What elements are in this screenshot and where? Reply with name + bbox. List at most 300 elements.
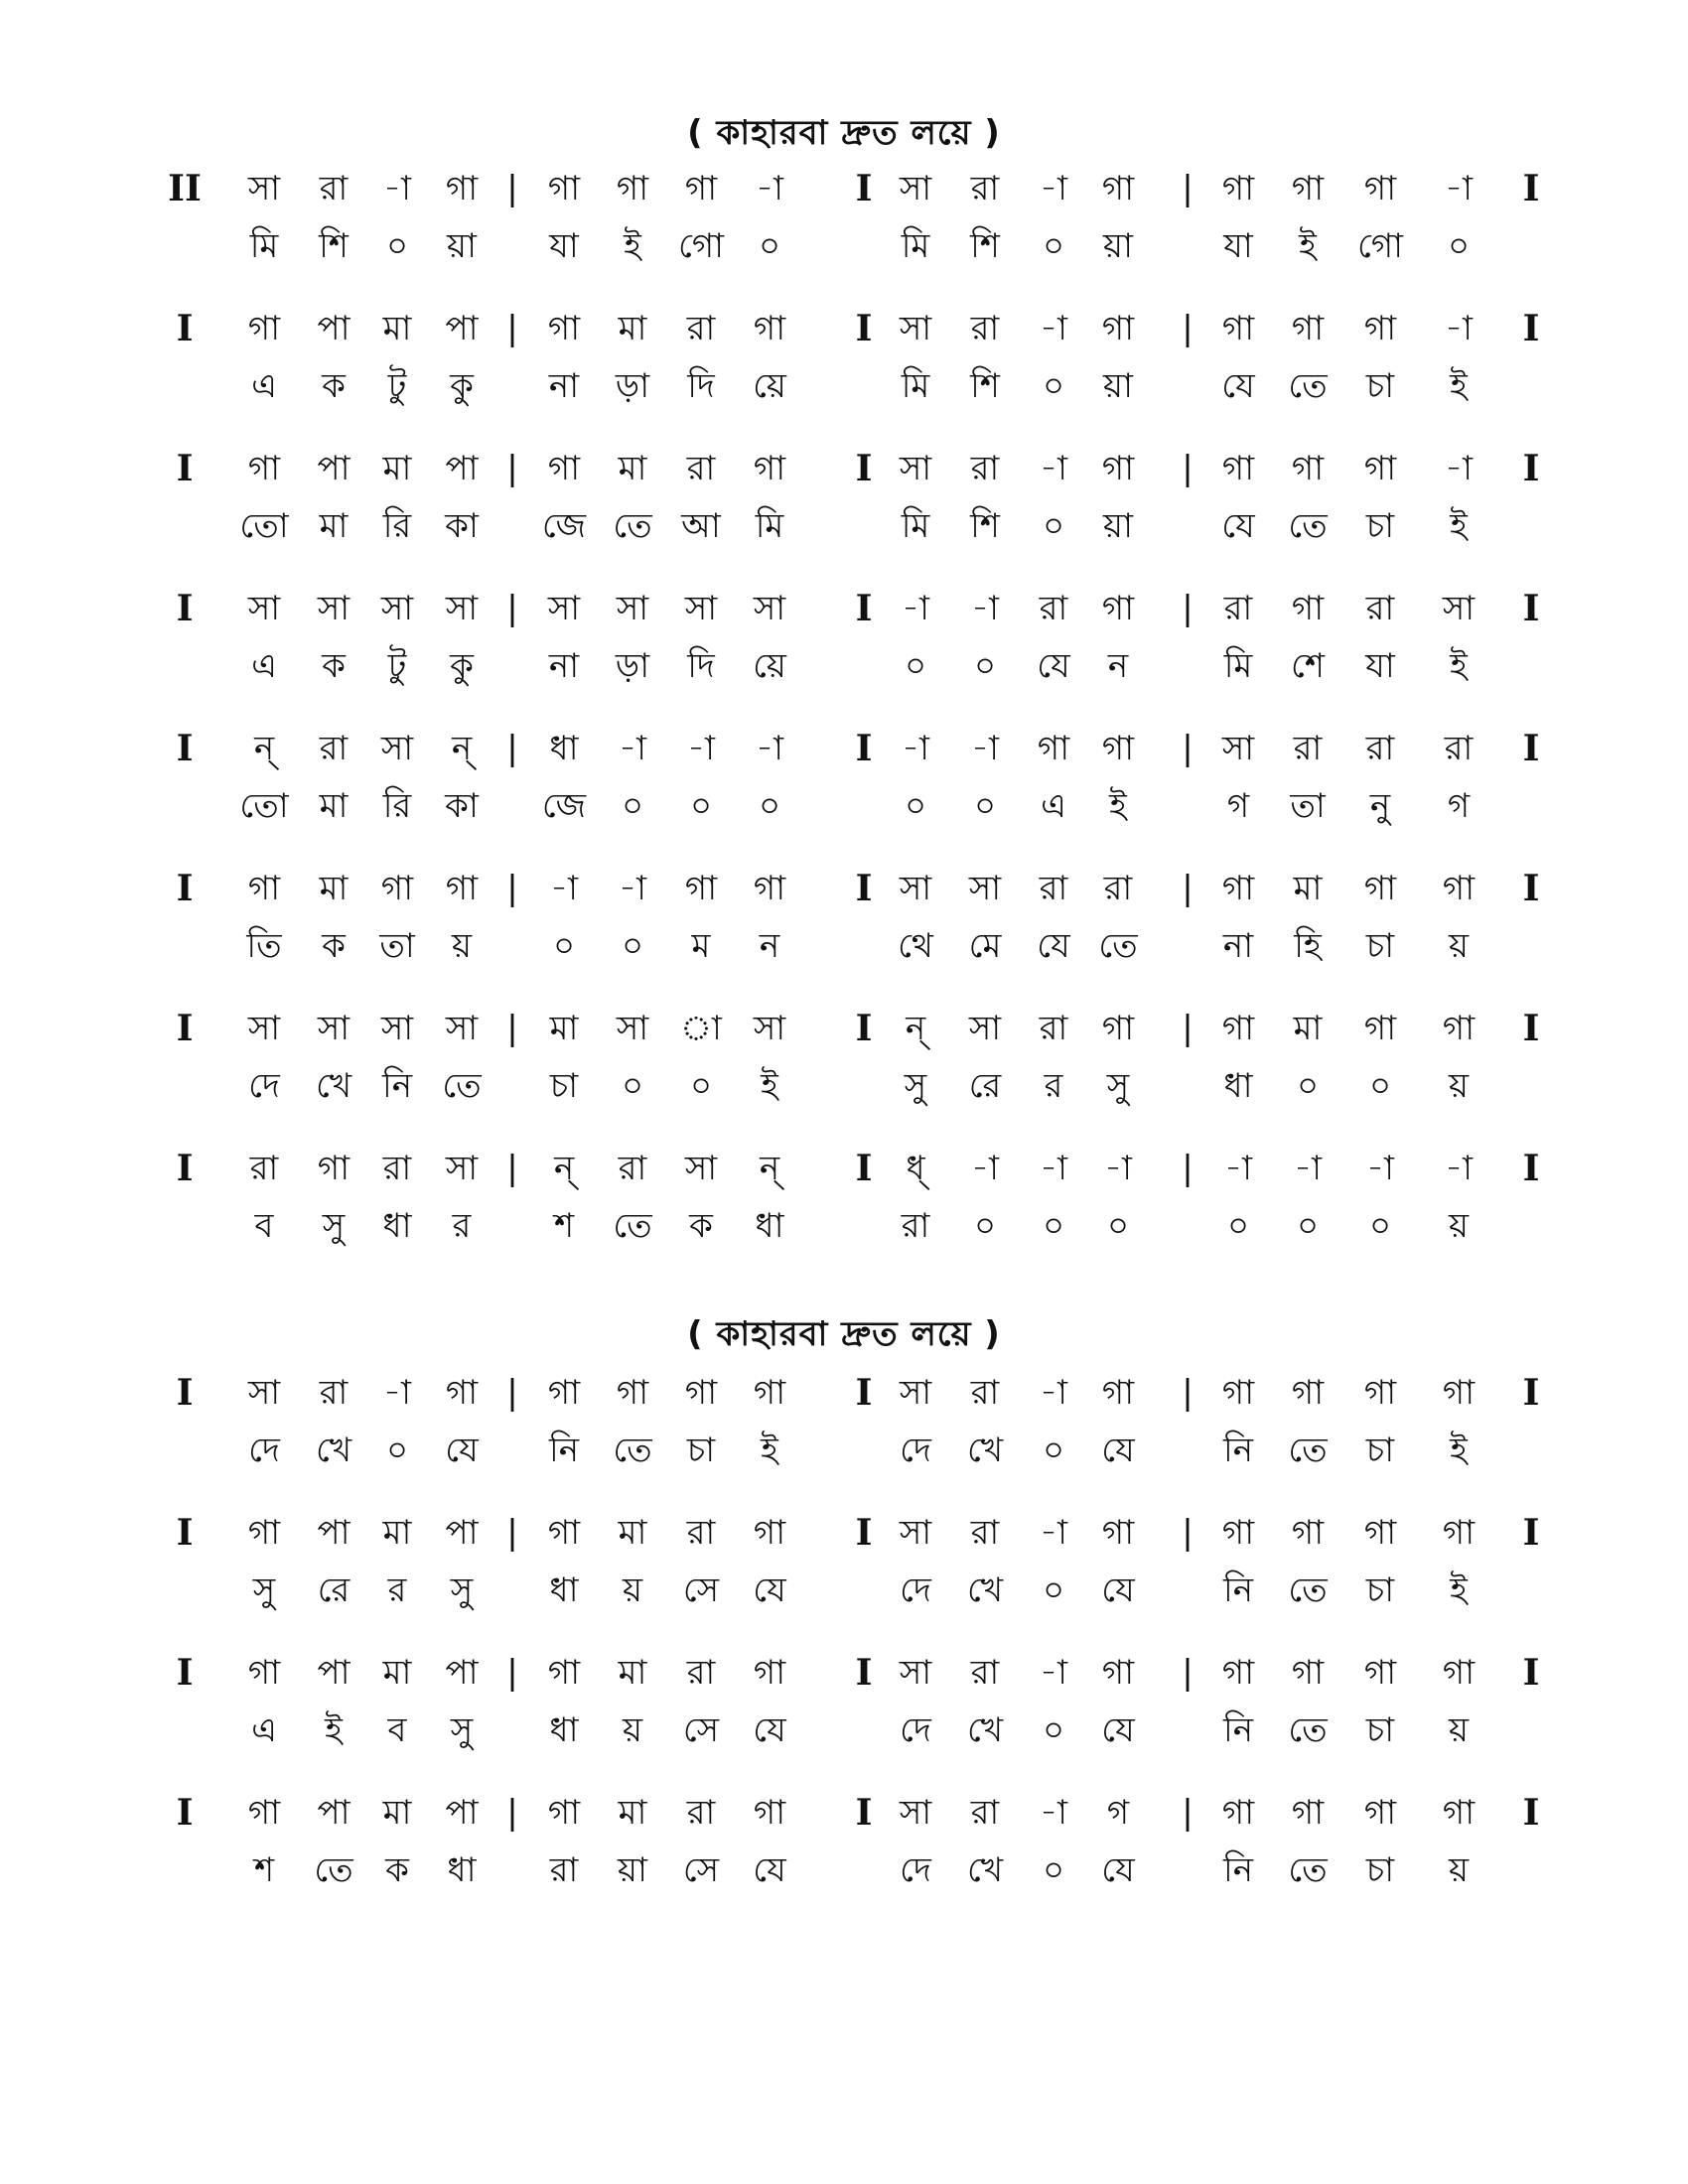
end-bar: I — [1522, 868, 1540, 909]
swara-note: গা — [247, 869, 281, 908]
swara-note: গা — [1101, 729, 1135, 768]
swara-row — [0, 589, 1688, 628]
swara-note: পা — [445, 449, 479, 488]
swara-note: গা — [1363, 1793, 1397, 1833]
lyric-syllable: আ — [681, 506, 721, 546]
lyric-row — [0, 366, 1688, 406]
swara-note: গা — [616, 169, 649, 208]
lyric-syllable: রা — [549, 1850, 579, 1890]
end-bar: I — [1522, 308, 1540, 349]
lyric-row — [0, 1431, 1688, 1470]
swara-note: রা — [1039, 1009, 1068, 1048]
swara-note: -া — [1040, 449, 1067, 488]
swara-note: গা — [1101, 1653, 1135, 1693]
swara-note: গা — [753, 1513, 786, 1553]
swara-note: -া — [1040, 1373, 1067, 1413]
lyric-syllable: ০ — [1042, 1431, 1065, 1470]
lyric-syllable: যে — [753, 1570, 786, 1610]
lyric-syllable: যে — [1101, 1431, 1135, 1470]
lyric-syllable: ন — [1107, 646, 1129, 686]
swara-note: গা — [1101, 589, 1135, 628]
swara-note: সা — [899, 1373, 932, 1413]
lyric-syllable: য়ে — [753, 366, 786, 406]
lyric-syllable: তা — [1290, 786, 1326, 826]
end-bar: I — [1522, 588, 1540, 629]
lyric-syllable: য় — [1448, 1850, 1470, 1890]
lyric-syllable: ০ — [385, 1431, 409, 1470]
lyric-syllable: ০ — [385, 226, 409, 266]
swara-note: গা — [247, 449, 281, 488]
swara-row — [0, 1373, 1688, 1413]
lyric-syllable: ০ — [1042, 1206, 1065, 1246]
half-bar: | — [1182, 1009, 1194, 1048]
swara-note: গা — [1101, 169, 1135, 208]
swara-note: রা — [970, 449, 1000, 488]
lyric-syllable: মি — [249, 226, 279, 266]
swara-note: গ — [1106, 1793, 1130, 1833]
swara-note: সা — [317, 1009, 351, 1048]
lyric-syllable: তে — [1288, 1431, 1328, 1470]
swara-note: -া — [1445, 169, 1473, 208]
swara-note: সা — [445, 1009, 479, 1048]
swara-note: -া — [1040, 1653, 1067, 1693]
swara-note: সা — [684, 1149, 718, 1188]
lyric-syllable: মি — [1223, 646, 1253, 686]
swara-note: সা — [1442, 589, 1476, 628]
swara-note: গা — [1221, 169, 1255, 208]
lyric-syllable: যে — [753, 1710, 786, 1750]
lyric-syllable: ধা — [755, 1206, 784, 1246]
swara-note: রা — [319, 729, 349, 768]
lyric-syllable: র — [387, 1570, 407, 1610]
swara-note: রা — [319, 169, 349, 208]
lyric-syllable: ই — [325, 1710, 343, 1750]
swara-note: সা — [445, 1149, 479, 1188]
half-bar: | — [1182, 1373, 1194, 1413]
swara-note: গা — [1363, 1653, 1397, 1693]
lyric-syllable: শ — [253, 1850, 275, 1890]
swara-note: গা — [1101, 1373, 1135, 1413]
swara-note: সা — [899, 1793, 932, 1833]
lyric-syllable: দে — [900, 1710, 931, 1750]
swara-note: -া — [1104, 1149, 1132, 1188]
lyric-syllable: র — [1044, 1066, 1063, 1106]
lyric-syllable: তে — [1288, 506, 1328, 546]
swara-note: গা — [1363, 169, 1397, 208]
lyric-syllable: সু — [322, 1206, 346, 1246]
swara-note: সা — [616, 589, 649, 628]
swara-note: গা — [1363, 869, 1397, 908]
swara-note: গা — [445, 1373, 479, 1413]
lyric-syllable: ই — [1450, 1570, 1468, 1610]
swara-note: া — [680, 1009, 722, 1048]
opening-bar: I — [176, 308, 194, 349]
swara-note: রা — [1223, 589, 1253, 628]
lyric-syllable: চা — [1365, 366, 1395, 406]
opening-bar: I — [176, 448, 194, 489]
swara-note: -া — [971, 1149, 999, 1188]
swara-note: রা — [1365, 729, 1395, 768]
swara-note: গা — [1101, 309, 1135, 348]
swara-note: গা — [1101, 1513, 1135, 1553]
lyric-syllable: যে — [1037, 646, 1070, 686]
lyric-syllable: ০ — [1106, 1206, 1130, 1246]
lyric-syllable: ০ — [1042, 366, 1065, 406]
swara-note: পা — [445, 1653, 479, 1693]
lyric-syllable: ০ — [1042, 226, 1065, 266]
swara-note: -া — [383, 169, 411, 208]
end-bar: I — [1522, 1148, 1540, 1189]
opening-bar: I — [176, 588, 194, 629]
lyric-row — [0, 1570, 1688, 1610]
lyric-syllable: খে — [315, 1431, 352, 1470]
swara-note: -া — [687, 729, 715, 768]
swara-note: মা — [618, 1793, 647, 1833]
lyric-syllable: ০ — [1042, 1570, 1065, 1610]
lyric-syllable: চা — [1365, 506, 1395, 546]
half-bar: | — [506, 169, 518, 208]
swara-note: সা — [684, 589, 718, 628]
swara-note: গা — [684, 1373, 718, 1413]
swara-note: রা — [970, 309, 1000, 348]
lyric-syllable: ধা — [1223, 1066, 1253, 1106]
lyric-syllable: নি — [1222, 1850, 1254, 1890]
lyric-syllable: কু — [450, 646, 474, 686]
opening-bar: I — [176, 728, 194, 769]
swara-note: সা — [247, 169, 281, 208]
lyric-syllable: রি — [382, 786, 412, 826]
lyric-syllable: ০ — [1368, 1206, 1392, 1246]
lyric-syllable: ০ — [621, 786, 644, 826]
lyric-syllable: চা — [549, 1066, 579, 1106]
lyric-syllable: ০ — [973, 646, 997, 686]
lyric-syllable: টু — [387, 646, 407, 686]
opening-bar: I — [176, 1008, 194, 1049]
swara-note: মা — [382, 1653, 412, 1693]
lyric-row — [0, 226, 1688, 266]
full-bar: I — [855, 868, 873, 909]
swara-note: সা — [616, 1009, 649, 1048]
full-bar: I — [855, 1652, 873, 1694]
swara-note: রা — [686, 449, 716, 488]
lyric-syllable: সু — [252, 1570, 276, 1610]
lyric-syllable: ই — [624, 226, 641, 266]
lyric-syllable: রে — [317, 1570, 351, 1610]
swara-note: গা — [1442, 1373, 1476, 1413]
swara-note: সা — [445, 589, 479, 628]
lyric-syllable: ০ — [1042, 506, 1065, 546]
swara-note: গা — [1442, 1513, 1476, 1553]
full-bar: I — [855, 1372, 873, 1414]
lyric-syllable: যে — [445, 1431, 479, 1470]
half-bar: | — [506, 869, 518, 908]
swara-note: সা — [899, 309, 932, 348]
swara-note: রা — [319, 1373, 349, 1413]
lyric-syllable: দে — [900, 1431, 931, 1470]
lyric-syllable: ০ — [1447, 226, 1471, 266]
swara-note: রা — [1293, 729, 1323, 768]
half-bar: | — [506, 1149, 518, 1188]
swara-note: সা — [247, 589, 281, 628]
swara-note: গা — [547, 1793, 581, 1833]
swara-note: গা — [547, 449, 581, 488]
swara-note: গা — [753, 449, 786, 488]
lyric-syllable: ক — [322, 646, 346, 686]
swara-note: -া — [619, 729, 646, 768]
lyric-syllable: শে — [1291, 646, 1325, 686]
lyric-syllable: যে — [1101, 1570, 1135, 1610]
swara-row — [0, 1513, 1688, 1553]
lyric-syllable: ০ — [1296, 1066, 1320, 1106]
swara-note: গা — [753, 869, 786, 908]
lyric-syllable: যে — [1101, 1850, 1135, 1890]
end-bar: I — [1522, 1512, 1540, 1554]
opening-bar: I — [176, 1512, 194, 1554]
lyric-row — [0, 1850, 1688, 1890]
swara-note: গা — [1291, 1373, 1325, 1413]
swara-note: গা — [1291, 589, 1325, 628]
lyric-syllable: তে — [613, 1431, 652, 1470]
swara-note: গা — [380, 869, 414, 908]
lyric-syllable: ০ — [1368, 1066, 1392, 1106]
lyric-syllable: ন — [759, 926, 780, 966]
lyric-syllable: কু — [450, 366, 474, 406]
end-bar: I — [1522, 168, 1540, 209]
lyric-syllable: ড়া — [615, 646, 650, 686]
lyric-syllable: যা — [1223, 226, 1253, 266]
swara-note: -া — [902, 729, 929, 768]
lyric-syllable: তে — [613, 506, 652, 546]
lyric-syllable: য় — [622, 1710, 643, 1750]
swara-note: -া — [383, 1373, 411, 1413]
lyric-syllable: চা — [1365, 926, 1395, 966]
swara-note: সা — [1221, 729, 1255, 768]
lyric-syllable: গো — [678, 226, 724, 266]
swara-note: গা — [1291, 449, 1325, 488]
swara-note: মা — [382, 1513, 412, 1553]
lyric-syllable: যে — [1221, 506, 1255, 546]
end-bar: I — [1522, 1652, 1540, 1694]
opening-bar: II — [168, 168, 202, 209]
lyric-syllable: যে — [1221, 366, 1255, 406]
lyric-syllable: য়া — [618, 1850, 647, 1890]
swara-note: গা — [1221, 1373, 1255, 1413]
swara-note: রা — [1365, 589, 1395, 628]
lyric-syllable: তে — [1098, 926, 1138, 966]
lyric-syllable: খে — [966, 1431, 1004, 1470]
lyric-syllable: টু — [387, 366, 407, 406]
swara-note: সা — [317, 589, 351, 628]
swara-note: গা — [753, 309, 786, 348]
swara-note: পা — [317, 1793, 351, 1833]
lyric-syllable: ম — [691, 926, 711, 966]
swara-note: রা — [1039, 869, 1068, 908]
end-bar: I — [1522, 728, 1540, 769]
lyric-syllable: না — [548, 646, 580, 686]
swara-note: গা — [1037, 729, 1070, 768]
lyric-syllable: ০ — [758, 226, 781, 266]
section-2-title: ( কাহারবা দ্রুত লয়ে ) — [687, 1314, 1001, 1354]
swara-row — [0, 309, 1688, 348]
swara-note: -া — [1040, 309, 1067, 348]
swara-note: -া — [1445, 449, 1473, 488]
swara-note: রা — [382, 1149, 412, 1188]
lyric-syllable: য় — [1448, 1066, 1470, 1106]
lyric-syllable: ই — [1299, 226, 1317, 266]
swara-note: সা — [899, 1653, 932, 1693]
swara-note: গা — [1442, 869, 1476, 908]
swara-note: -া — [756, 169, 783, 208]
lyric-syllable: না — [1222, 926, 1254, 966]
half-bar: | — [506, 589, 518, 628]
swara-note: পা — [317, 449, 351, 488]
lyric-syllable: জে — [541, 786, 587, 826]
lyric-row — [0, 646, 1688, 686]
lyric-syllable: ০ — [689, 786, 713, 826]
full-bar: I — [855, 588, 873, 629]
swara-note: মা — [382, 1793, 412, 1833]
lyric-syllable: গ — [1447, 786, 1471, 826]
half-bar: | — [1182, 1653, 1194, 1693]
half-bar: | — [506, 1373, 518, 1413]
half-bar: | — [1182, 1149, 1194, 1188]
lyric-syllable: সে — [682, 1710, 720, 1750]
end-bar: I — [1522, 1792, 1540, 1834]
swara-note: মা — [618, 1653, 647, 1693]
swara-note: রা — [970, 1793, 1000, 1833]
lyric-syllable: ধা — [549, 1570, 579, 1610]
lyric-syllable: সু — [1106, 1066, 1130, 1106]
lyric-syllable: খে — [315, 1066, 352, 1106]
lyric-syllable: ক — [322, 366, 346, 406]
swara-row — [0, 449, 1688, 488]
lyric-syllable: থে — [898, 926, 933, 966]
lyric-syllable: নি — [548, 1431, 580, 1470]
swara-note: গা — [1363, 1373, 1397, 1413]
lyric-syllable: খে — [966, 1570, 1004, 1610]
section-1-title: ( কাহারবা দ্রুত লয়ে ) — [687, 113, 1001, 153]
swara-note: -া — [1224, 1149, 1252, 1188]
swara-note: গা — [547, 1653, 581, 1693]
swara-note: পা — [445, 1793, 479, 1833]
half-bar: | — [506, 729, 518, 768]
half-bar: | — [1182, 729, 1194, 768]
lyric-syllable: দে — [900, 1850, 931, 1890]
swara-note: মা — [382, 449, 412, 488]
swara-note: গা — [317, 1149, 351, 1188]
swara-note: মা — [549, 1009, 579, 1048]
swara-note: গা — [616, 1373, 649, 1413]
swara-note: রা — [970, 169, 1000, 208]
lyric-syllable: এ — [251, 366, 277, 406]
lyric-syllable: য়া — [1103, 506, 1133, 546]
lyric-syllable: সে — [682, 1850, 720, 1890]
lyric-syllable: দে — [248, 1431, 280, 1470]
lyric-syllable: য়া — [447, 226, 477, 266]
lyric-syllable: তে — [1288, 1710, 1328, 1750]
lyric-syllable: সু — [450, 1570, 474, 1610]
swara-note: ন্ — [905, 1009, 926, 1048]
lyric-syllable: তি — [246, 926, 282, 966]
swara-note: -া — [971, 589, 999, 628]
swara-note: ন্ — [451, 729, 473, 768]
swara-note: সা — [968, 1009, 1002, 1048]
opening-bar: I — [176, 868, 194, 909]
full-bar: I — [855, 308, 873, 349]
swara-note: গা — [547, 309, 581, 348]
swara-note: রা — [970, 1373, 1000, 1413]
swara-row — [0, 169, 1688, 208]
swara-note: ধ্ — [906, 1149, 925, 1188]
end-bar: I — [1522, 1008, 1540, 1049]
end-bar: I — [1522, 1372, 1540, 1414]
swara-note: মা — [618, 1513, 647, 1553]
lyric-syllable: ড়া — [615, 366, 650, 406]
swara-note: গা — [1291, 309, 1325, 348]
lyric-syllable: রে — [968, 1066, 1002, 1106]
swara-note: মা — [319, 869, 349, 908]
lyric-syllable: ০ — [758, 786, 781, 826]
lyric-syllable: না — [548, 366, 580, 406]
lyric-syllable: শি — [319, 226, 349, 266]
full-bar: I — [855, 448, 873, 489]
swara-note: গা — [753, 1653, 786, 1693]
lyric-syllable: ই — [1450, 1431, 1468, 1470]
swara-note: গা — [1221, 1793, 1255, 1833]
lyric-syllable: চা — [1365, 1431, 1395, 1470]
lyric-syllable: দি — [687, 646, 715, 686]
lyric-syllable: রা — [901, 1206, 930, 1246]
half-bar: | — [506, 1513, 518, 1553]
lyric-syllable: খে — [966, 1710, 1004, 1750]
swara-note: গা — [1221, 1653, 1255, 1693]
swara-note: গা — [1291, 1793, 1325, 1833]
lyric-syllable: নু — [1369, 786, 1391, 826]
swara-note: সা — [753, 589, 786, 628]
lyric-syllable: সু — [450, 1710, 474, 1750]
lyric-syllable: ০ — [621, 1066, 644, 1106]
swara-note: মা — [1293, 1009, 1323, 1048]
full-bar: I — [855, 1512, 873, 1554]
lyric-syllable: য়া — [1103, 366, 1133, 406]
swara-row — [0, 1793, 1688, 1833]
swara-note: গা — [247, 1793, 281, 1833]
lyric-syllable: ক — [322, 926, 346, 966]
lyric-syllable: ই — [1450, 366, 1468, 406]
lyric-syllable: ০ — [973, 1206, 997, 1246]
swara-note: -া — [971, 729, 999, 768]
end-bar: I — [1522, 448, 1540, 489]
lyric-syllable: ই — [761, 1431, 778, 1470]
lyric-syllable: চা — [1365, 1850, 1395, 1890]
lyric-syllable: য় — [451, 926, 473, 966]
lyric-syllable: মি — [755, 506, 784, 546]
swara-note: রা — [618, 1149, 647, 1188]
swara-note: গা — [1101, 1009, 1135, 1048]
lyric-syllable: ০ — [904, 786, 927, 826]
swara-note: -া — [1040, 169, 1067, 208]
lyric-syllable: ধা — [549, 1710, 579, 1750]
lyric-syllable: চা — [686, 1431, 716, 1470]
lyric-syllable: ০ — [904, 646, 927, 686]
opening-bar: I — [176, 1372, 194, 1414]
lyric-syllable: নি — [381, 1066, 413, 1106]
swara-row — [0, 1009, 1688, 1048]
swara-note: সা — [899, 449, 932, 488]
full-bar: I — [855, 168, 873, 209]
lyric-syllable: ব — [387, 1710, 407, 1750]
swara-note: গা — [1363, 449, 1397, 488]
